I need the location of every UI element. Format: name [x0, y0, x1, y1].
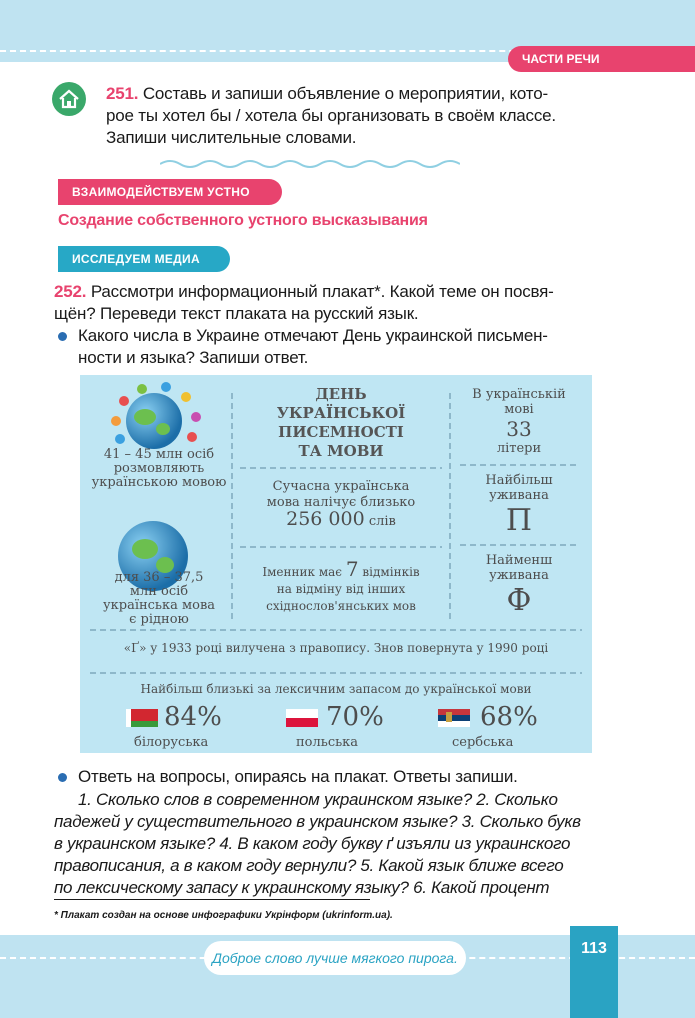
poster-ge-line: «Ґ» у 1933 році вилучена з правопису. Знов повернута у 1990 році: [123, 641, 549, 655]
question-line5: по лексическому запасу к украинскому языку? 6. Какой процент: [54, 878, 550, 897]
section-tag: ЧАСТИ РЕЧИ: [508, 46, 695, 72]
belarus-flag-icon: [126, 709, 158, 727]
lang-name-polish: польська: [296, 735, 359, 750]
footnote: * Плакат создан на основе инфографики Укрінформ (ukrinform.ua).: [54, 910, 393, 921]
task-252-line2: щён? Переведи текст плаката на русский язык.: [54, 304, 419, 323]
bullet-dot: [58, 773, 67, 782]
lang-name-belarusian: білоруська: [134, 735, 209, 750]
decorative-wave: [160, 158, 460, 170]
task-251-number: 251.: [106, 84, 139, 103]
poland-flag-icon: [286, 709, 318, 727]
poster-mid1: Сучасна українська мова налічує близько 256 000 слів: [266, 479, 416, 530]
lang-pct-serbian: 68%: [480, 702, 538, 732]
lang-name-serbian: сербська: [452, 735, 514, 750]
proverb-banner: Доброе слово лучше мягкого пирога.: [204, 941, 466, 975]
question-line3: в украинском языке? 4. В каком году букву ґ изъяли из украинского: [54, 834, 571, 853]
bullet1-line1: Какого числа в Украине отмечают День украинской письмен-: [78, 326, 548, 345]
poster-right2: Найбільш уживана П: [485, 473, 553, 538]
page-number: 113: [581, 940, 607, 957]
poster-right3: Найменш уживана Ф: [485, 553, 553, 618]
sub-heading: Создание собственного устного высказывания: [58, 212, 428, 229]
lang-pct-polish: 70%: [326, 702, 384, 732]
poster-left1: 41 – 45 млн осіб розмовляють українською мовою: [91, 447, 227, 490]
underline: [54, 899, 370, 900]
question-line2: падежей у существительного в украинском языке? 3. Сколько букв: [54, 812, 581, 831]
home-icon: [52, 82, 86, 116]
lang-pct-belarusian: 84%: [164, 702, 222, 732]
task-251-line2: рое ты хотел бы / хотела бы организовать в своём классе.: [106, 106, 556, 125]
question-line4: правописания, а в каком году вернули? 5. Какой язык ближе всего: [54, 856, 564, 875]
poster-mid2: Іменник має 7 відмінків на відміну від інших східнослов'янських мов: [262, 557, 420, 613]
bullet-dot: [58, 332, 67, 341]
poster-closest-line: Найбільш близькі за лексичним запасом до української мови: [140, 682, 532, 696]
task-252-line1: 252. Рассмотри информационный плакат*. Какой теме он посвя-: [54, 282, 554, 301]
children-circle-icon: [108, 381, 204, 451]
pill-oral-interaction: ВЗАИМОДЕЙСТВУЕМ УСТНО: [58, 179, 282, 205]
bullet2-text: Ответь на вопросы, опираясь на плакат. Ответы запиши.: [78, 767, 518, 786]
infographic-poster: [80, 375, 592, 753]
task-251-line1: 251. Составь и запиши объявление о мероприятии, кото-: [106, 84, 548, 103]
task-252-number: 252.: [54, 282, 87, 301]
serbia-flag-icon: [438, 709, 470, 727]
task-251-line3: Запиши числительные словами.: [106, 128, 357, 147]
poster-right1: В українській мові 33 літери: [472, 387, 566, 456]
poster-left2: для 36 – 37,5 млн осіб українська мова є рідною: [102, 570, 216, 627]
question-line1: 1. Сколько слов в современном украинском языке? 2. Сколько: [78, 790, 558, 809]
poster-title: ДЕНЬ УКРАЇНСЬКОЇ ПИСЕМНОСТІ ТА МОВИ: [276, 385, 406, 460]
pill-media-research: ИССЛЕДУЕМ МЕДИА: [58, 246, 230, 272]
bullet1-line2: ности и языка? Запиши ответ.: [78, 348, 309, 367]
